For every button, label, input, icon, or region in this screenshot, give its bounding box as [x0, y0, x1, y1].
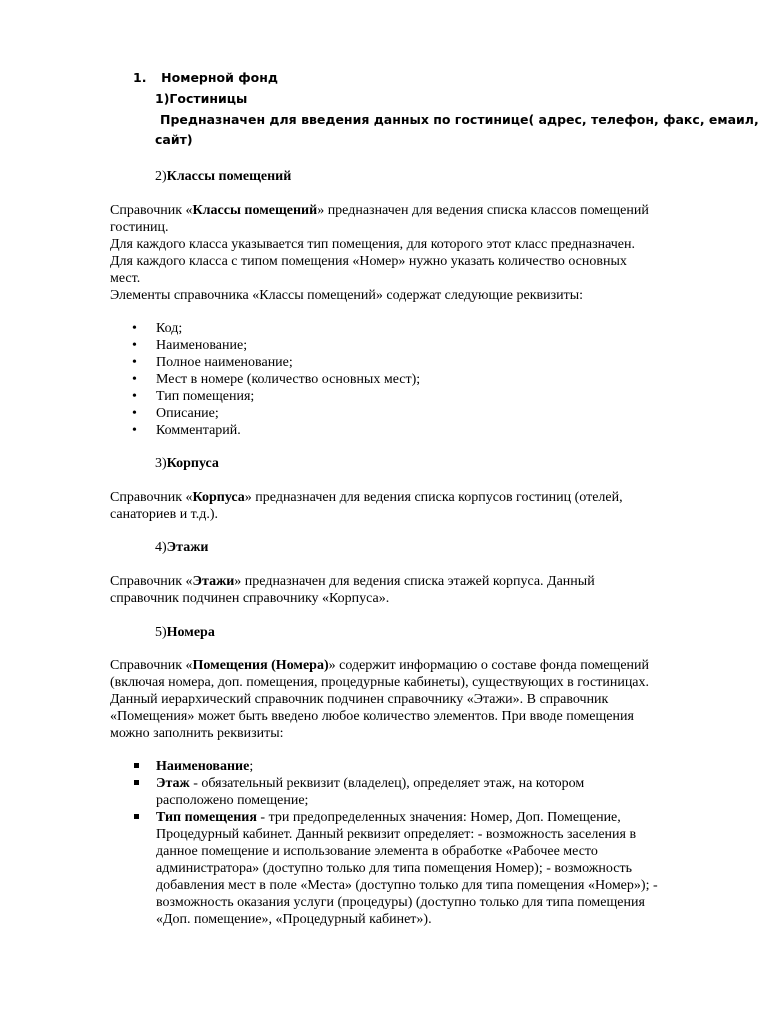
buildings-paragraph — [110, 489, 710, 523]
attr-name: Этаж — [156, 776, 190, 791]
list-item — [156, 758, 658, 775]
room-classes-attribute-list — [132, 320, 421, 439]
room-classes-p4: Элементы справочника «Классы помещений» содержат следующие реквизиты: — [110, 288, 584, 303]
list-item-text: Описание; — [156, 406, 219, 421]
rooms-p-line4: «Помещения» может быть введено любое количество элементов. При вводе помещения — [110, 709, 634, 724]
list-item — [132, 337, 420, 354]
list-item-line — [156, 758, 658, 775]
p-post: » содержит информацию о составе фонда помещений — [328, 658, 650, 673]
rooms-paragraph — [110, 657, 710, 742]
rooms-p-line1 — [110, 657, 710, 674]
rooms-p-line5: можно заполнить реквизиты: — [110, 726, 284, 741]
section-title: Номерной фонд — [161, 70, 278, 85]
rooms-p-line2: (включая номера, доп. помещения, процедурные кабинеты), существующих в гостиницах. — [110, 675, 650, 690]
square-bullet-icon — [134, 814, 139, 819]
attr-desc: - обязательный реквизит (владелец), определяет этаж, на котором — [189, 776, 585, 791]
attr-desc: - три предопределенных значения: Номер, Доп. Помещение, — [256, 810, 621, 825]
room-classes-p1-line2: гостиниц. — [110, 220, 169, 235]
list-item-text: Полное наименование; — [156, 355, 293, 370]
p-bold: Корпуса — [192, 490, 245, 505]
rooms-heading — [155, 624, 215, 641]
floors-p-line2: справочник подчинен справочнику «Корпуса». — [110, 591, 390, 606]
bullet-icon: • — [132, 423, 137, 438]
list-item — [132, 405, 420, 422]
buildings-heading — [155, 455, 219, 472]
rooms-attribute-list — [156, 758, 658, 928]
hotels-heading: 1)Гостиницы — [155, 91, 248, 106]
bullet-icon: • — [132, 406, 137, 421]
hotels-description-line1: Предназначен для введения данных по гостинице( адрес, телефон, факс, емаил, — [160, 112, 759, 127]
list-item — [132, 320, 420, 337]
attr-desc-line: добавления мест в поле «Места» (доступно только для типа помещения «Номер»); - — [156, 878, 658, 893]
hotels-description-line2: сайт) — [155, 132, 193, 147]
floors-heading — [155, 539, 208, 556]
room-classes-num: 2) — [155, 169, 167, 184]
p-pre: Справочник « — [110, 658, 193, 673]
bullet-icon: • — [132, 355, 137, 370]
section-heading — [133, 70, 278, 85]
list-item — [156, 775, 658, 809]
floors-num: 4) — [155, 540, 167, 555]
room-classes-heading — [155, 168, 291, 185]
p1-bold: Классы помещений — [192, 203, 318, 218]
list-item — [132, 422, 420, 439]
attr-desc: ; — [249, 759, 254, 774]
attr-desc-line: администратора» (доступно только для типа помещения Номер); - возможность — [156, 861, 632, 876]
p-bold: Помещения (Номера) — [192, 658, 329, 673]
p1-post: » предназначен для ведения списка классов помещений — [317, 203, 649, 218]
bullet-icon: • — [132, 321, 137, 336]
p-pre: Справочник « — [110, 574, 193, 589]
list-item — [132, 371, 421, 388]
p-post: » предназначен для ведения списка этажей корпуса. Данный — [234, 574, 595, 589]
buildings-p-line2: санаториев и т.д.). — [110, 507, 219, 522]
list-item — [132, 388, 420, 405]
rooms-title: Номера — [166, 625, 215, 640]
bullet-icon: • — [132, 389, 137, 404]
list-item-text: Комментарий. — [156, 423, 241, 438]
attr-desc-line: возможность оказания услуги (процедуры) (доступно только для типа помещения — [156, 895, 645, 910]
attr-desc-line: Процедурный кабинет. Данный реквизит определяет: - возможность заселения в — [156, 827, 637, 842]
floors-p-line1 — [110, 573, 710, 590]
room-classes-p1 — [110, 202, 710, 219]
attr-desc-line: расположено помещение; — [156, 793, 309, 808]
list-item — [132, 354, 420, 371]
room-classes-p3-line1: Для каждого класса с типом помещения «Номер» нужно указать количество основных — [110, 254, 627, 269]
list-item-text: Наименование; — [156, 338, 248, 353]
attr-desc-line: данное помещение и использование элемента в обработке «Рабочее место — [156, 844, 598, 859]
rooms-num: 5) — [155, 625, 167, 640]
list-item-text: Код; — [156, 321, 183, 336]
room-classes-paragraph — [110, 202, 710, 304]
p-pre: Справочник « — [110, 490, 193, 505]
room-classes-p3-line2: мест. — [110, 271, 141, 286]
square-bullet-icon — [134, 780, 139, 785]
room-classes-title: Классы помещений — [166, 169, 292, 184]
buildings-title: Корпуса — [166, 456, 219, 471]
p-post: » предназначен для ведения списка корпусов гостиниц (отелей, — [244, 490, 623, 505]
list-item-text: Мест в номере (количество основных мест); — [156, 372, 421, 387]
list-item-line — [156, 775, 658, 792]
list-item-line — [156, 809, 658, 826]
list-item-text: Тип помещения; — [156, 389, 255, 404]
list-item — [156, 809, 658, 928]
bullet-icon: • — [132, 338, 137, 353]
room-classes-p2: Для каждого класса указывается тип помещения, для которого этот класс предназначен. — [110, 237, 635, 252]
attr-name: Тип помещения — [156, 810, 257, 825]
square-bullet-icon — [134, 763, 139, 768]
p1-pre: Справочник « — [110, 203, 193, 218]
floors-title: Этажи — [166, 540, 209, 555]
buildings-p-line1 — [110, 489, 710, 506]
bullet-icon: • — [132, 372, 137, 387]
floors-paragraph — [110, 573, 710, 607]
p-bold: Этажи — [192, 574, 235, 589]
attr-desc-line: «Доп. помещение», «Процедурный кабинет»). — [156, 912, 432, 927]
rooms-p-line3: Данный иерархический справочник подчинен справочнику «Этажи». В справочник — [110, 692, 609, 707]
section-number: 1. — [133, 70, 147, 85]
attr-name: Наименование — [156, 759, 250, 774]
buildings-num: 3) — [155, 456, 167, 471]
